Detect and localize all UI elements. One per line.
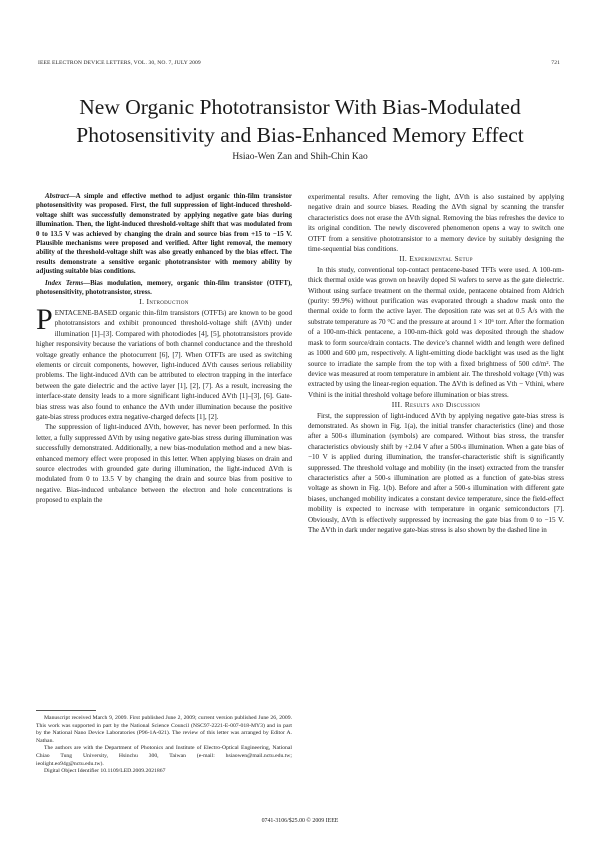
section-title: Introduction (146, 297, 189, 307)
copyright-footer: 0741-3106/$25.00 © 2009 IEEE (261, 818, 339, 824)
footnote-affiliation: The authors are with the Department of Photonics and Institute of Electro-Optical Engineering, National Chiao Tung University, Hsinchu 300, Taiwan (e-mail: hsiaowen@mail.nctu.edu.tw; ieolight.eo94g@nctu.edu.tw). (36, 745, 292, 767)
journal-header: IEEE ELECTRON DEVICE LETTERS, VOL. 30, NO. 7, JULY 2009 (38, 60, 201, 66)
intro-continuation: experimental results. After removing the light, ΔVth is also sustained by applying negative drain and source biases. Reading the ΔVth signal by scanning the transfer characteristics does not erase the ΔVth signal. Removing the bias refreshes the device to its original condition. The newly discovered phenomenon opens a way to switch one OTFT from a sensitive phototransistor to a memory device by suitably designing the time-sequential bias conditions. (308, 193, 564, 254)
title-line-2: Photosensitivity and Bias-Enhanced Memory Effect (76, 123, 524, 147)
page-number: 721 (551, 60, 560, 66)
section-numeral: II. (399, 254, 408, 264)
footnote-doi: Digital Object Identifier 10.1109/LED.2009.2021867 (44, 768, 166, 775)
intro-paragraph-2: The suppression of light-induced ΔVth, however, has never been performed. In this letter, a fully suppressed ΔVth by using negative gate-bias stress during illumination was successfully demonstrated. Additionally, a new bias-modulation method and a new bias-enhanced memory effect were proposed in this letter. When applying biases on drain and source electrodes with grounded gate during illumination, the light-induced ΔVth is modulated from 0 to 13.5 V by changing the drain and source bias from positive to negative. Bias-induced unbalance between the electron and hole concentrations is proposed to explain the (36, 423, 292, 505)
abstract (36, 192, 292, 277)
authors: Hsiao-Wen Zan and Shih-Chin Kao (232, 152, 368, 162)
footnote-manuscript: Manuscript received March 9, 2009. First published June 2, 2009; current version published June 26, 2009. This work was supported in part by the National Science Council (NSC97-2221-E-007-018-MY3) and in part by the National Nano Device Laboratories (P96-1A-021). The review of this letter was arranged by Editor A. Nathan. (36, 715, 292, 744)
footnote-rule (36, 710, 96, 711)
index-terms-text: —Bias modulation, memory, organic thin-film transistor (OTFT), photosensitivity, phototransistor, stress. (36, 279, 293, 297)
section-title: Experimental Setup (409, 254, 473, 264)
section-heading-experimental (308, 254, 564, 264)
footnote (36, 715, 292, 776)
section-heading-introduction (36, 297, 292, 307)
index-terms-label: Index Terms (45, 279, 84, 287)
right-column (308, 192, 564, 535)
section-title: Results and Discussion (404, 400, 481, 410)
section-numeral: III. (391, 400, 403, 410)
section-numeral: I. (139, 297, 145, 307)
results-paragraph: First, the suppression of light-induced ΔVth by applying negative gate-bias stress is demonstrated. As shown in Fig. 1(a), the initial transfer characteristics (line) and those after a 500-s illumination (symbols) are compared. Without bias stress, the transfer characteristics obviously shift by +2.04 V after a 500-s illumination. When a gate bias of −10 V is applied during illumination, the transfer-characteristic shift is significantly suppressed. The threshold voltage and mobility (in the inset) extracted from the transfer characteristics after a 500-s illumination are plotted as a function of gate-bias stress voltage as shown in Fig. 1(b). Before and after a 500-s illumination with different gate biases, unchanged mobility indicates a constant device temperature, since the field-effect mobility is expected to increase with temperature in organic semiconductors [7]. Obviously, ΔVth is effectively suppressed by increasing the gate bias from 0 to −15 V. The ΔVth in dark under negative gate-bias stress is also shown by the dashed line in (308, 411, 564, 534)
experimental-paragraph: In this study, conventional top-contact pentacene-based TFTs were used. A 100-nm-thick thermal oxide was grown on heavily doped Si wafers to serve as the gate dielectric. Without using surface treatment on the thermal oxide, pentacene obtained from Aldrich (purity: 99.9%) without purification was evaporated through a shadow mask onto the thermal oxide to form the active layer. The deposition rate was set at 0.5 Å/s with the substrate temperature as 70 °C and the pressure at around 1 × 10⁶ torr. After the formation of a 100-nm-thick pentacene, a 100-nm-thick gold was deposited through the shadow mask to form source/drain contacts. The device’s channel width and length were defined as 1000 and 600 μm, respectively. A light-emitting diode backlight was used as the light source to irradiate the sample from the top with a fixed brightness of 500 cd/m². The device was measured at room temperature in ambient air. The threshold voltage (Vth) was extracted by using the linear-region equation. The ΔVth is defined as Vth − Vthini, where Vthini is the initial threshold voltage before illumination or bias stress. (308, 265, 564, 399)
abstract-label: Abstract (45, 193, 69, 200)
drop-cap: P (36, 302, 53, 336)
paper-title (30, 93, 570, 149)
left-column (36, 192, 292, 506)
first-word: ENTACENE-BASED (54, 308, 118, 317)
title-line-1: New Organic Phototransistor With Bias-Modulated (79, 95, 521, 119)
abstract-text: —A simple and effective method to adjust organic thin-film transistor photosensitivity was proposed. First, the full suppression of light-induced threshold-voltage shift was successfully demonstrated by applying negative gate bias during illumination. Then, the light-induced threshold-voltage shift that was modulated from 0 to 13.5 V was achieved by changing the drain and source bias from +15 to −15 V. Plausible mechanisms were proposed and verified. After light removal, the memory ability of the threshold-voltage shift was also greatly enhanced by the bias effect. The results demonstrate a sensitive organic phototransistor with memory ability by adjusting suitable bias conditions. (36, 193, 292, 276)
intro-p1-text: organic thin-film transistors (OTFTs) are known to be good phototransistors and exhibit pronounced threshold-voltage shift (ΔVth) under illumination [1]–[3]. Compared with photodiodes [4], [5], phototransistors provide higher responsivity because the variations of both channel conductance and the threshold voltage greatly enhance the photocurrent [6], [7]. When OTFTs are used as switching elements or circuit components, however, light-induced ΔVth causes serious reliability problems. The light-induced ΔVth can be attributed to electron trapping in the interface between the gate dielectric and the active layer [1], [2], [7]. As a result, increasing the interface-state density leads to a more significant light-induced ΔVth [1]–[3], [6]. Gate-bias stress was also found to enhance the ΔVth under illumination because the positive gate-bias stress produces extra negative-charged defects [1], [2]. (36, 308, 292, 421)
index-terms (36, 279, 292, 298)
section-heading-results (308, 400, 564, 410)
